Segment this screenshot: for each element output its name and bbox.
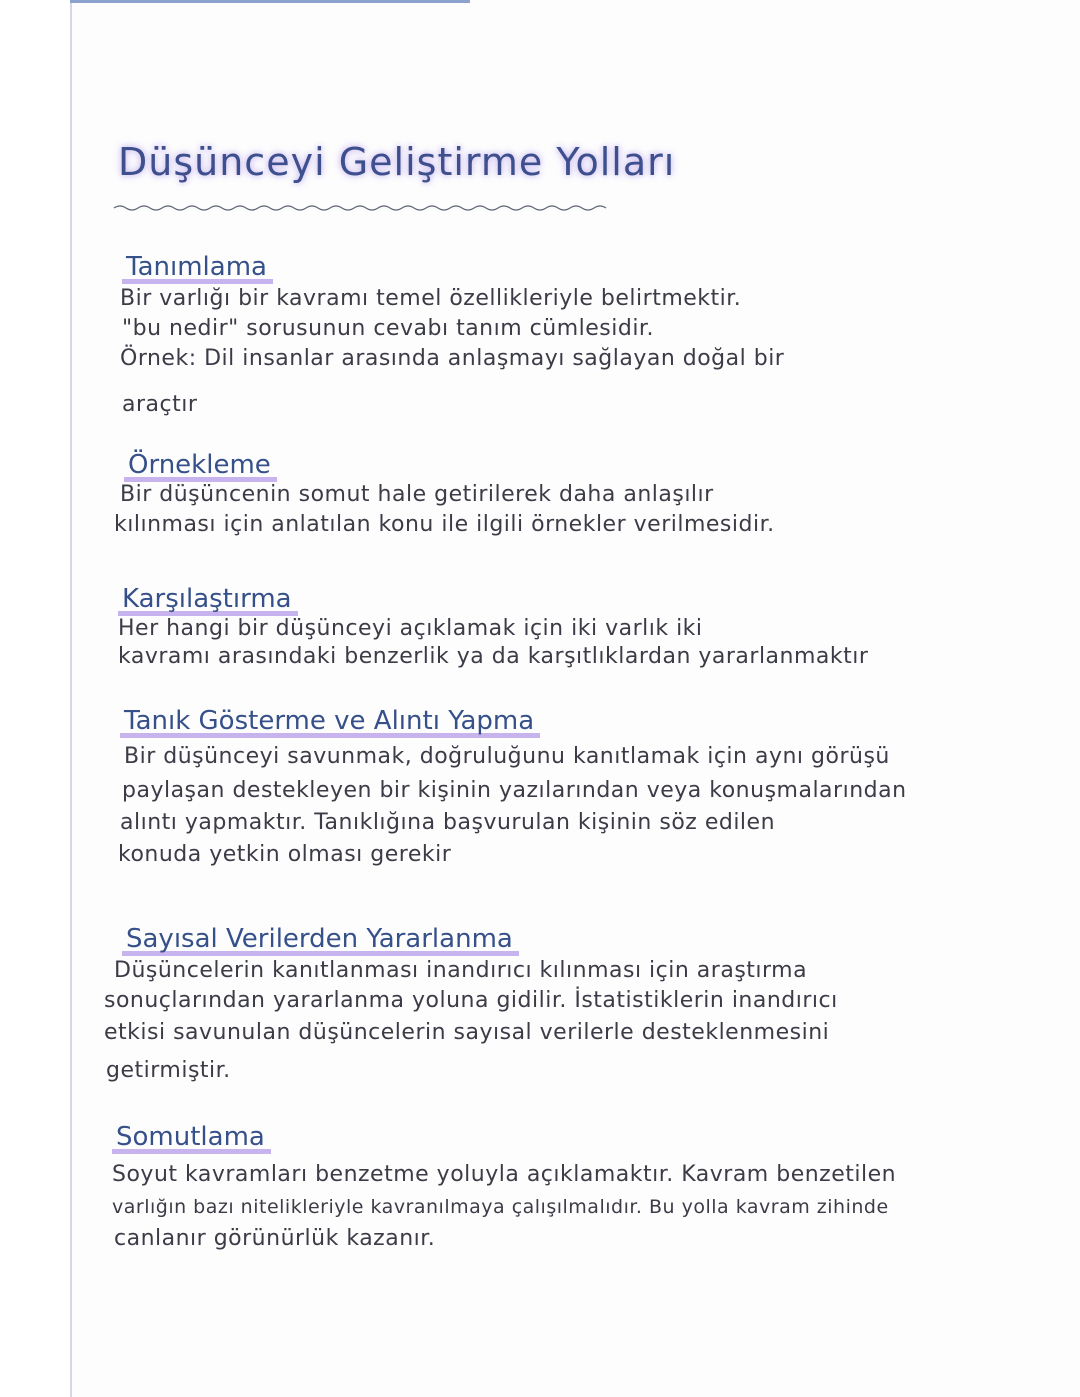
section-heading-sayisal-veriler: Sayısal Verilerden Yararlanma (122, 924, 519, 956)
text-line: etkisi savunulan düşüncelerin sayısal verilerle desteklenmesini (104, 1020, 830, 1045)
text-line: alıntı yapmaktır. Tanıklığına başvurulan kişinin söz edilen (120, 810, 776, 835)
text-line: Bir varlığı bir kavramı temel özellikleriyle belirtmektir. (120, 286, 742, 311)
text-line: "bu nedir" sorusunun cevabı tanım cümlesidir. (122, 316, 654, 341)
text-line: kılınması için anlatılan konu ile ilgili örnekler verilmesidir. (114, 512, 775, 537)
text-line: getirmiştir. (106, 1058, 231, 1083)
page-top-edge (70, 0, 470, 3)
text-line: canlanır görünürlük kazanır. (114, 1226, 436, 1251)
section-heading-tanik-gosterme: Tanık Gösterme ve Alıntı Yapma (120, 706, 540, 738)
text-line: Bir düşüncenin somut hale getirilerek daha anlaşılır (120, 482, 714, 507)
text-line: Bir düşünceyi savunmak, doğruluğunu kanıtlamak için aynı görüşü (124, 744, 890, 769)
title-squiggle-underline (112, 198, 622, 218)
section-heading-somutlama: Somutlama (112, 1122, 271, 1154)
text-line: konuda yetkin olması gerekir (118, 842, 452, 867)
text-line: Düşüncelerin kanıtlanması inandırıcı kılınması için araştırma (114, 958, 808, 983)
section-heading-tanimlama: Tanımlama (122, 252, 273, 284)
text-line: paylaşan destekleyen bir kişinin yazılarından veya konuşmalarından (122, 778, 907, 803)
text-line: kavramı arasındaki benzerlik ya da karşıtlıklardan yararlanmaktır (118, 644, 869, 669)
text-line: Soyut kavramları benzetme yoluyla açıklamaktır. Kavram benzetilen (112, 1162, 897, 1187)
section-heading-karsilastirma: Karşılaştırma (118, 584, 298, 616)
text-line: Her hangi bir düşünceyi açıklamak için iki varlık iki (118, 616, 703, 641)
section-heading-ornekleme: Örnekleme (124, 450, 277, 482)
text-line: sonuçlarından yararlanma yoluna gidilir. İstatistiklerin inandırıcı (104, 988, 838, 1013)
text-line: araçtır (122, 392, 198, 417)
text-line: Örnek: Dil insanlar arasında anlaşmayı sağlayan doğal bir (120, 346, 785, 371)
text-line: varlığın bazı nitelikleriyle kavranılmaya çalışılmalıdır. Bu yolla kavram zihinde (112, 1196, 889, 1218)
page-title: Düşünceyi Geliştirme Yolları (118, 140, 676, 184)
